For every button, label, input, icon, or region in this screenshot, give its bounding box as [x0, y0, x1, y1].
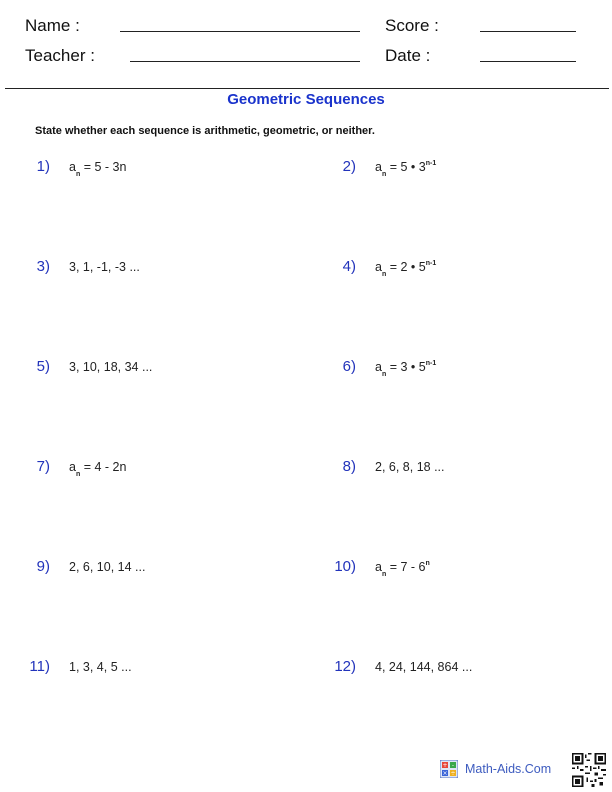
score-line[interactable] — [480, 31, 576, 32]
question-main: a — [69, 460, 76, 474]
question-expression: = 2 • 5 — [386, 260, 426, 274]
question-number: 5) — [36, 358, 50, 375]
svg-text:+: + — [442, 762, 448, 769]
date-label: Date : — [385, 46, 431, 65]
question-main: 2, 6, 8, 18 ... — [375, 460, 445, 474]
date-line[interactable] — [480, 61, 576, 62]
question-number: 3) — [36, 258, 50, 275]
question-text — [69, 560, 145, 574]
question-text — [375, 460, 445, 474]
question-text — [375, 260, 437, 278]
exponent: n — [425, 560, 430, 567]
question-text — [375, 560, 430, 578]
question-expression: = 7 - 6 — [386, 560, 426, 574]
question-number: 1) — [36, 158, 50, 175]
teacher-label: Teacher : — [25, 46, 95, 65]
footer-brand[interactable]: Math-Aids.Com — [465, 762, 552, 776]
question-expression: = 4 - 2n — [80, 460, 127, 474]
question-main: a — [375, 360, 382, 374]
question-main: a — [375, 260, 382, 274]
score-label: Score : — [385, 16, 439, 35]
question-text — [69, 660, 132, 674]
question-text — [69, 160, 127, 178]
name-line[interactable] — [120, 31, 360, 32]
question-main: 1, 3, 4, 5 ... — [69, 660, 132, 674]
question-text — [69, 360, 152, 374]
qr-code-icon — [572, 753, 606, 787]
question-text — [375, 360, 437, 378]
question-number: 12) — [334, 658, 356, 675]
question-text — [69, 260, 140, 274]
instructions: State whether each sequence is arithmetic, geometric, or neither. — [35, 125, 375, 137]
question-main: 3, 1, -1, -3 ... — [69, 260, 140, 274]
page-title: Geometric Sequences — [227, 91, 385, 108]
question-number: 9) — [36, 558, 50, 575]
svg-text:×: × — [442, 770, 448, 777]
question-text — [69, 460, 127, 478]
question-number: 10) — [334, 558, 356, 575]
subscript: n — [381, 271, 387, 278]
question-number: 7) — [36, 458, 50, 475]
name-label: Name : — [25, 16, 80, 35]
calculator-icon — [440, 760, 458, 778]
subscript: n — [75, 171, 81, 178]
question-main: 4, 24, 144, 864 ... — [375, 660, 473, 674]
subscript: n — [381, 171, 387, 178]
question-main: a — [375, 560, 382, 574]
question-text — [375, 160, 437, 178]
question-main: a — [69, 160, 76, 174]
question-number: 2) — [342, 158, 356, 175]
question-expression: = 3 • 5 — [386, 360, 426, 374]
exponent: n-1 — [425, 360, 437, 367]
question-expression: = 5 - 3n — [80, 160, 127, 174]
question-main: a — [375, 160, 382, 174]
question-number: 8) — [342, 458, 356, 475]
subscript: n — [381, 371, 387, 378]
svg-text:÷: ÷ — [450, 770, 456, 777]
question-main: 2, 6, 10, 14 ... — [69, 560, 146, 574]
exponent: n-1 — [425, 160, 437, 167]
question-expression: = 5 • 3 — [386, 160, 426, 174]
question-text — [375, 660, 472, 674]
exponent: n-1 — [425, 260, 437, 267]
teacher-line[interactable] — [130, 61, 360, 62]
subscript: n — [75, 471, 81, 478]
subscript: n — [381, 571, 387, 578]
svg-text:-: - — [451, 762, 455, 769]
question-number: 11) — [29, 658, 50, 675]
question-main: 3, 10, 18, 34 ... — [69, 360, 153, 374]
question-number: 6) — [342, 358, 356, 375]
header-divider — [5, 88, 609, 89]
question-number: 4) — [342, 258, 356, 275]
